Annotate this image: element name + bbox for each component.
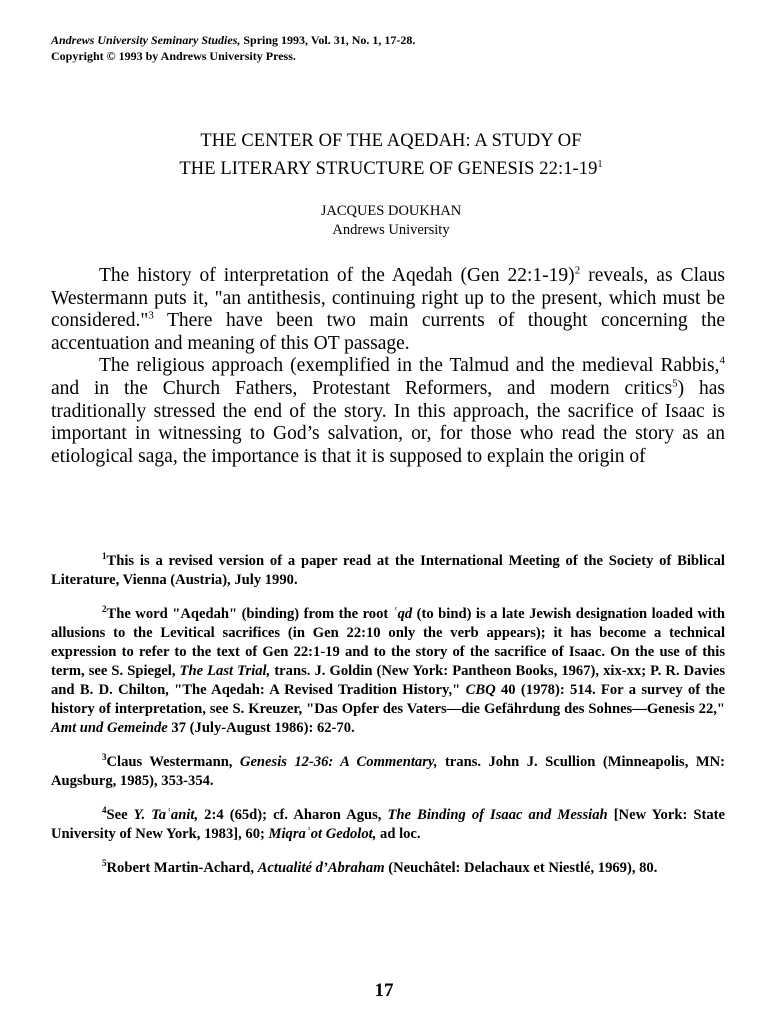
title-line-1: THE CENTER OF THE AQEDAH: A STUDY OF (200, 131, 582, 151)
footnote-ref: 1 (597, 159, 603, 170)
footnote-ref: 5 (672, 377, 678, 390)
author-affiliation: Andrews University (332, 222, 450, 238)
body-paragraph-1: The history of interpretation of the Aqedah (Gen 22:1-19)$^2$ reveals, as Claus Westermann puts it, "an antithesis, continuing right up to the present, which must be considered."$^3$ There have been two main currents of thought concerning the accentuation and meaning of this OT passage. (51, 264, 725, 354)
footnote-ref: 4 (719, 354, 725, 367)
author-name: JACQUES DOUKHAN (320, 203, 462, 219)
journal-header (51, 32, 731, 64)
article-body (51, 265, 725, 468)
footnote-2: $^2$The word "Aqedah" (binding) from the root ʿqd (to bind) is a late Jewish designation loaded with allusions to the Levitical sacrifices (in Gen 22:10 only the verb appears); it has become a technical expression to refer to the text of Gen 22:1-19 and to the story of the sacrifice of Isaac. On the use of this term, see S. Spiegel, The Last Trial, trans. J. Goldin (New York: Pantheon Books, 1967), xix-xx; P. R. Davies and B. D. Chilton, "The Aqedah: A Revised Tradition History," CBQ 40 (1978): 514. For a survey of the history of interpretation, see S. Kreuzer, "Das Opfer des Vaters—die Gefährdung des Sohnes—Genesis 22," Amt und Gemeinde 37 (July-August 1986): 62-70. (51, 604, 726, 736)
author-block (51, 202, 731, 240)
footnote-4: $^4$See Y. Taʿanit, 2:4 (65d); cf. Aharon Agus, The Binding of Isaac and Messiah [New York: State University of New York, 1983], 60; Miqraʾot Gedolot, ad loc. (51, 805, 725, 842)
footnote-ref: 3 (148, 309, 154, 322)
citation-line (51, 32, 731, 48)
copyright-line: Copyright © 1993 by Andrews University Press. (51, 49, 296, 63)
title-line-2: THE LITERARY STRUCTURE OF GENESIS $22:1-19^1$ (179, 159, 603, 180)
footnote-5: $^5$Robert Martin-Achard, Actualité d’Abraham (Neuchâtel: Delachaux et Niestlé, 1969), 80. (102, 858, 658, 876)
body-paragraph-2: The religious approach (exemplified in the Talmud and the medieval Rabbis,$^4$ and in the Church Fathers, Protestant Reformers, and modern critics$^5$) has traditionally stressed the end of the story. In this approach, the sacrifice of Isaac is important in witnessing to God’s salvation, or, for those who read the story as an etiological saga, the importance is that it is supposed to explain the origin of (51, 354, 725, 467)
issue-info: Spring 1993, Vol. 31, No. 1, 17-28. (240, 33, 416, 47)
footnote-3: $^3$Claus Westermann, Genesis 12-36: A Commentary, trans. John J. Scullion (Minneapolis, MN: Augsburg, 1985), 353-354. (51, 752, 725, 789)
footnote-1: $^1$This is a revised version of a paper read at the International Meeting of the Society of Biblical Literature, Vienna (Austria), July 1990. (51, 551, 725, 588)
journal-name: Andrews University Seminary Studies, (51, 33, 241, 47)
footnote-ref: 2 (574, 264, 581, 277)
page-number: 17 (374, 980, 394, 1001)
article-title (51, 130, 731, 181)
footnotes (51, 552, 725, 893)
